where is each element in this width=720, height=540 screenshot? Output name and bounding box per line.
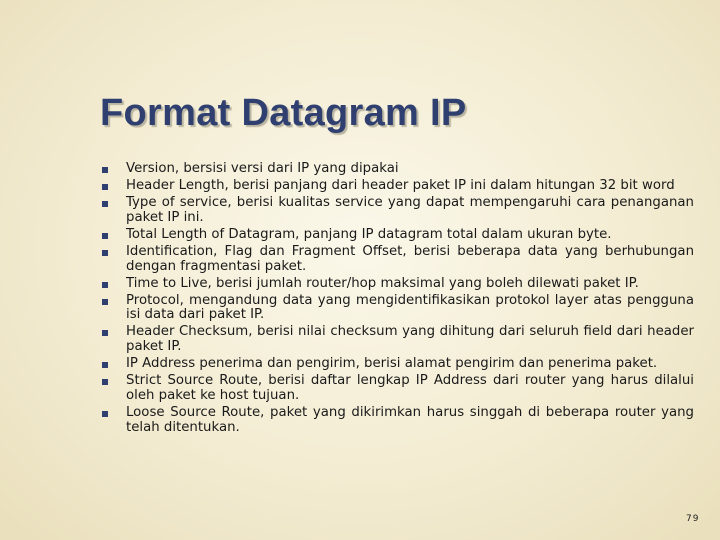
list-item-text: Time to Live, berisi jumlah router/hop maksimal yang boleh dilewati paket IP.: [126, 275, 639, 291]
list-item: [100, 162, 694, 177]
square-bullet-icon: [102, 362, 108, 368]
list-item-text: Header Length, berisi panjang dari header paket IP ini dalam hitungan 32 bit word: [126, 177, 675, 193]
square-bullet-icon: [102, 184, 108, 190]
list-item: [100, 179, 694, 194]
list-item: [100, 357, 694, 372]
list-item-text: Version, bersisi versi dari IP yang dipakai: [126, 161, 399, 176]
square-bullet-icon: [102, 233, 108, 239]
slide-title: Format Datagram IP: [100, 92, 467, 134]
square-bullet-icon: [102, 250, 108, 256]
bullet-list: [100, 162, 694, 438]
list-item: [100, 294, 694, 324]
list-item-text: Protocol, mengandung data yang mengidentifikasikan protokol layer atas pengguna isi data dari paket IP.: [126, 292, 694, 323]
list-item-text: IP Address penerima dan pengirim, berisi alamat pengirim dan penerima paket.: [126, 356, 658, 372]
square-bullet-icon: [102, 282, 108, 288]
square-bullet-icon: [102, 201, 108, 207]
list-item: [100, 406, 694, 436]
square-bullet-icon: [102, 330, 108, 336]
list-item: [100, 277, 694, 292]
square-bullet-icon: [102, 167, 108, 173]
list-item: [100, 245, 694, 275]
square-bullet-icon: [102, 299, 108, 305]
list-item: [100, 374, 694, 404]
list-item-text: Identification, Flag dan Fragment Offset, berisi beberapa data yang berhubungan dengan fragmentasi paket.: [126, 243, 694, 274]
list-item-text: Type of service, berisi kualitas service yang dapat mempengaruhi cara penanganan paket IP ini.: [126, 194, 694, 225]
list-item-text: Strict Source Route, berisi daftar lengkap IP Address dari router yang harus dilalui oleh paket ke host tujuan.: [126, 373, 694, 403]
page-number: 79: [686, 514, 700, 524]
square-bullet-icon: [102, 411, 108, 417]
list-item-text: Total Length of Datagram, panjang IP datagram total dalam ukuran byte.: [126, 226, 612, 242]
square-bullet-icon: [102, 379, 108, 385]
list-item: [100, 196, 694, 226]
list-item: [100, 325, 694, 355]
list-item: [100, 228, 694, 243]
list-item-text: Header Checksum, berisi nilai checksum yang dihitung dari seluruh field dari header paket IP.: [126, 324, 694, 355]
list-item-text: Loose Source Route, paket yang dikirimkan harus singgah di beberapa router yang telah ditentukan.: [126, 404, 694, 435]
